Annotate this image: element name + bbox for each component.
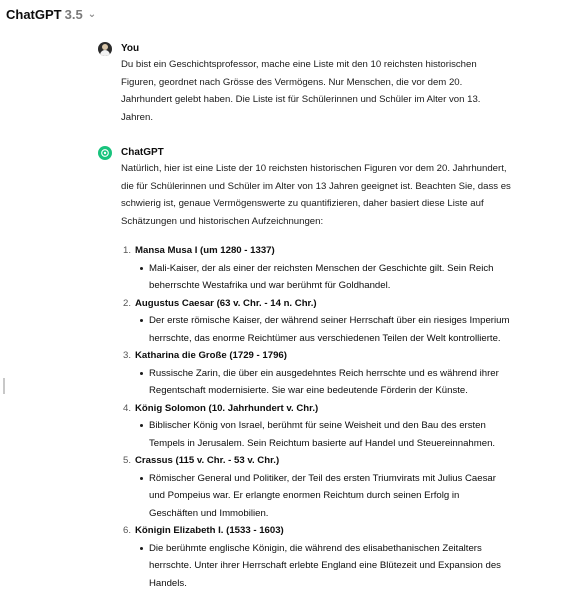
model-name: ChatGPT [6, 7, 62, 22]
item-title: Crassus (115 v. Chr. - 53 v. Chr.) [135, 455, 280, 466]
assistant-intro: Natürlich, hier ist eine Liste der 10 reichsten historischen Figuren vor dem 20. Jahrhundert, die für Schülerinnen und Schüler im Alter von 13 Jahren geeignet ist. Beachten Sie, dass es schwierig ist, genaue Vermögenswerte zu quantifizieren, daher basiert diese Liste auf Schätzungen und historischen Aufzeichnungen: [121, 163, 511, 227]
list-item [121, 295, 511, 348]
list-number: 4. [122, 402, 131, 414]
item-title: Königin Elizabeth I. (1533 - 1603) [135, 525, 284, 536]
ranked-list [121, 242, 511, 592]
chatgpt-logo-icon [98, 146, 112, 160]
chevron-down-icon: ⌄ [87, 9, 97, 20]
item-description: Mali-Kaiser, der als einer der reichsten Menschen der Geschichte gilt. Sein Reich beherrschte Westafrika und war berühmt für Goldhandel. [135, 260, 511, 295]
item-description: Der erste römische Kaiser, der während seiner Herrschaft über ein riesiges Imperium herrschte, das enorme Reichtümer aus verschiedenen Teilen der Welt kontrollierte. [135, 312, 511, 347]
model-selector[interactable] [6, 7, 96, 22]
list-item [121, 452, 511, 522]
assistant-author: ChatGPT [121, 147, 164, 158]
item-title: König Solomon (10. Jahrhundert v. Chr.) [135, 402, 319, 414]
list-number: 1. [122, 245, 131, 256]
item-description: Römischer General und Politiker, der Teil des ersten Triumvirats mit Julius Caesar und Pompeius war. Er erlangte enormen Reichtum durch seinen Erfolg in Geschäften und Immobilien. [135, 470, 511, 523]
list-item [121, 242, 511, 295]
item-description: Die berühmte englische Königin, die während des elisabethanischen Zeitalters herrschte. Unter ihrer Herrschaft erlebte England eine Blütezeit und Expansion des Handels. [135, 540, 511, 593]
item-title: Mansa Musa I (um 1280 - 1337) [135, 245, 275, 256]
assistant-message [98, 146, 511, 611]
list-number: 5. [122, 455, 131, 466]
item-description: Biblischer König von Israel, berühmt für seine Weisheit und den Bau des ersten Tempels in Jerusalem. Sein Reichtum basierte auf Handel und Steuereinnahmen. [135, 417, 511, 452]
list-item [121, 522, 511, 592]
list-number: 6. [122, 525, 131, 536]
list-item [121, 347, 511, 400]
item-title: Augustus Caesar (63 v. Chr. - 14 n. Chr.) [135, 297, 317, 309]
user-author: You [121, 43, 140, 54]
list-number: 3. [122, 350, 131, 361]
list-number: 2. [122, 297, 131, 309]
user-message-text: Du bist ein Geschichtsprofessor, mache eine Liste mit den 10 reichsten historischen Figuren, geordnet nach Grösse des Vermögens. Nur Menschen, die vor dem 20. Jahrhundert gelebt haben. Die Liste ist für Schülerinnen und Schüler im Alter von 13. Jahren. [121, 59, 481, 123]
item-title: Katharina die Große (1729 - 1796) [135, 350, 287, 361]
scrollbar-thumb[interactable] [3, 378, 5, 394]
user-avatar [98, 42, 112, 56]
list-item [121, 400, 511, 453]
model-version: 3.5 [64, 7, 83, 22]
user-message [98, 42, 508, 122]
top-bar [0, 0, 580, 32]
item-description: Russische Zarin, die über ein ausgedehntes Reich herrschte und es während ihrer Regentschaft modernisierte. Sie war eine bedeutende Förderin der Künste. [135, 365, 511, 400]
